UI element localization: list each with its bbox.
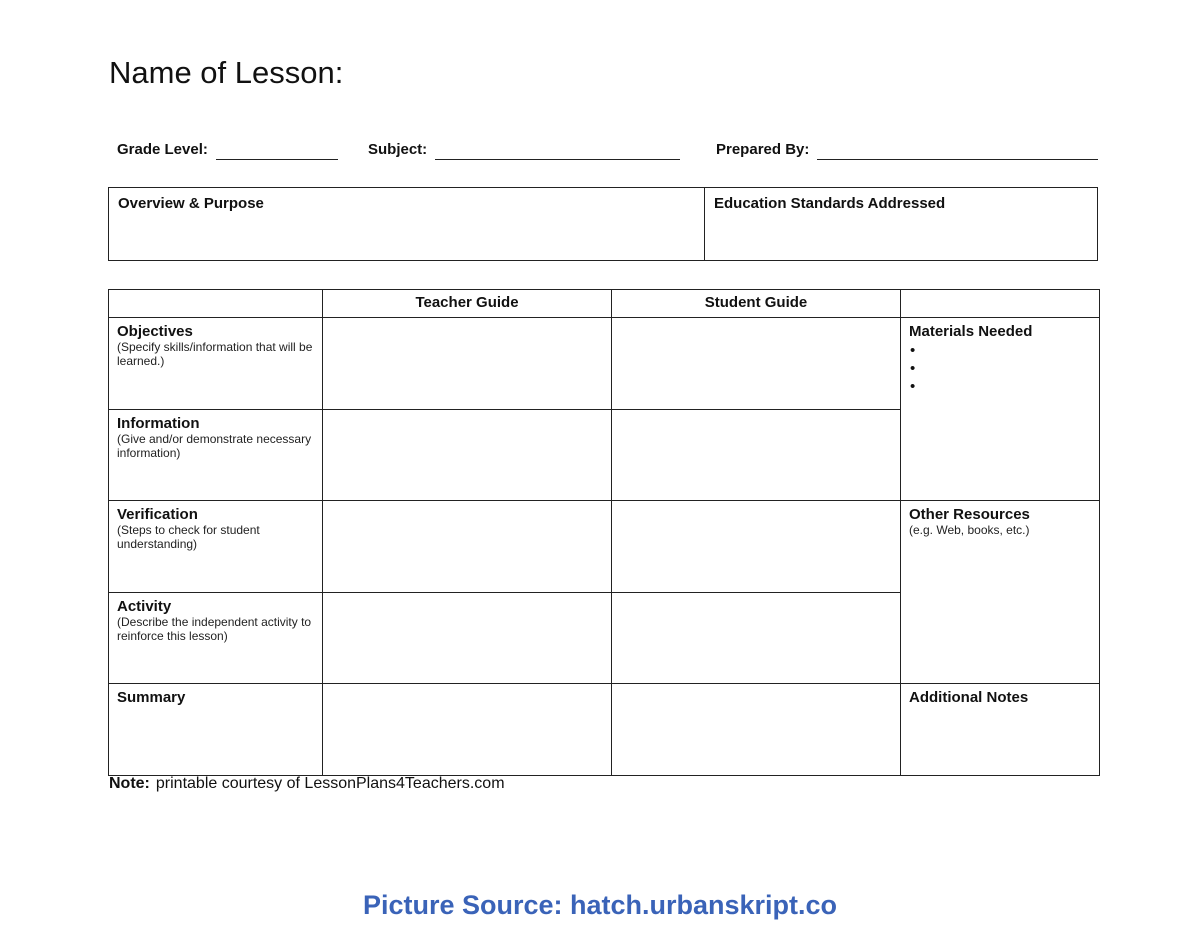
objectives-desc: (Specify skills/information that will be learned.) (117, 340, 313, 368)
information-desc: (Give and/or demonstrate necessary information) (117, 432, 312, 460)
overview-label: Overview & Purpose (118, 195, 264, 212)
verification-desc: (Steps to check for student understanding) (117, 523, 260, 551)
subject-label: Subject: (368, 141, 428, 158)
summary-student-cell[interactable] (612, 684, 901, 776)
resources-label: Other Resources (909, 506, 1030, 523)
activity-teacher-cell[interactable] (323, 593, 612, 684)
page-title: Name of Lesson: (109, 55, 344, 90)
objectives-label-cell (109, 318, 323, 410)
standards-label: Education Standards Addressed (714, 195, 946, 212)
activity-desc: (Describe the independent activity to reinforce this lesson) (117, 615, 312, 643)
standards-box[interactable] (704, 187, 1098, 261)
prepared-by-label: Prepared By: (716, 141, 810, 158)
verification-student-cell[interactable] (612, 501, 901, 593)
note-text: printable courtesy of LessonPlans4Teachers.com (155, 775, 505, 792)
picture-source-caption: Picture Source: hatch.urbanskript.co (362, 890, 838, 920)
footer-note (109, 775, 505, 793)
table-row (109, 501, 1100, 593)
grade-level-label: Grade Level: (117, 141, 208, 158)
verification-teacher-cell[interactable] (323, 501, 612, 593)
list-item[interactable] (909, 360, 1091, 378)
information-label: Information (117, 415, 200, 432)
materials-cell[interactable] (901, 318, 1100, 501)
corner-cell (109, 290, 323, 318)
prepared-by-line[interactable] (817, 158, 1098, 160)
verification-label: Verification (117, 506, 198, 523)
subject-line[interactable] (435, 158, 680, 160)
verification-label-cell (109, 501, 323, 593)
table-row (109, 684, 1100, 776)
subject-field (368, 141, 680, 158)
table-row (109, 318, 1100, 410)
table-header-row (109, 290, 1100, 318)
notes-label: Additional Notes (909, 689, 1029, 706)
resources-desc: (e.g. Web, books, etc.) (909, 523, 1030, 537)
activity-label: Activity (117, 598, 172, 615)
activity-student-cell[interactable] (612, 593, 901, 684)
information-student-cell[interactable] (612, 410, 901, 501)
overview-box[interactable] (108, 187, 705, 261)
summary-label: Summary (117, 689, 186, 706)
right-header-cell (901, 290, 1100, 318)
resources-cell[interactable] (901, 501, 1100, 684)
list-item[interactable] (909, 378, 1091, 396)
objectives-student-cell[interactable] (612, 318, 901, 410)
note-label: Note: (109, 775, 150, 792)
notes-cell[interactable] (901, 684, 1100, 776)
list-item[interactable] (909, 342, 1091, 360)
summary-label-cell (109, 684, 323, 776)
student-guide-header: Student Guide (612, 290, 901, 318)
objectives-teacher-cell[interactable] (323, 318, 612, 410)
materials-list (909, 342, 1091, 396)
objectives-label: Objectives (117, 323, 193, 340)
information-teacher-cell[interactable] (323, 410, 612, 501)
grade-level-line[interactable] (216, 158, 338, 160)
activity-label-cell (109, 593, 323, 684)
summary-teacher-cell[interactable] (323, 684, 612, 776)
information-label-cell (109, 410, 323, 501)
lesson-plan-table (108, 289, 1100, 776)
prepared-by-field (716, 141, 1098, 158)
teacher-guide-header: Teacher Guide (323, 290, 612, 318)
materials-label: Materials Needed (909, 323, 1033, 340)
grade-level-field (117, 141, 338, 158)
